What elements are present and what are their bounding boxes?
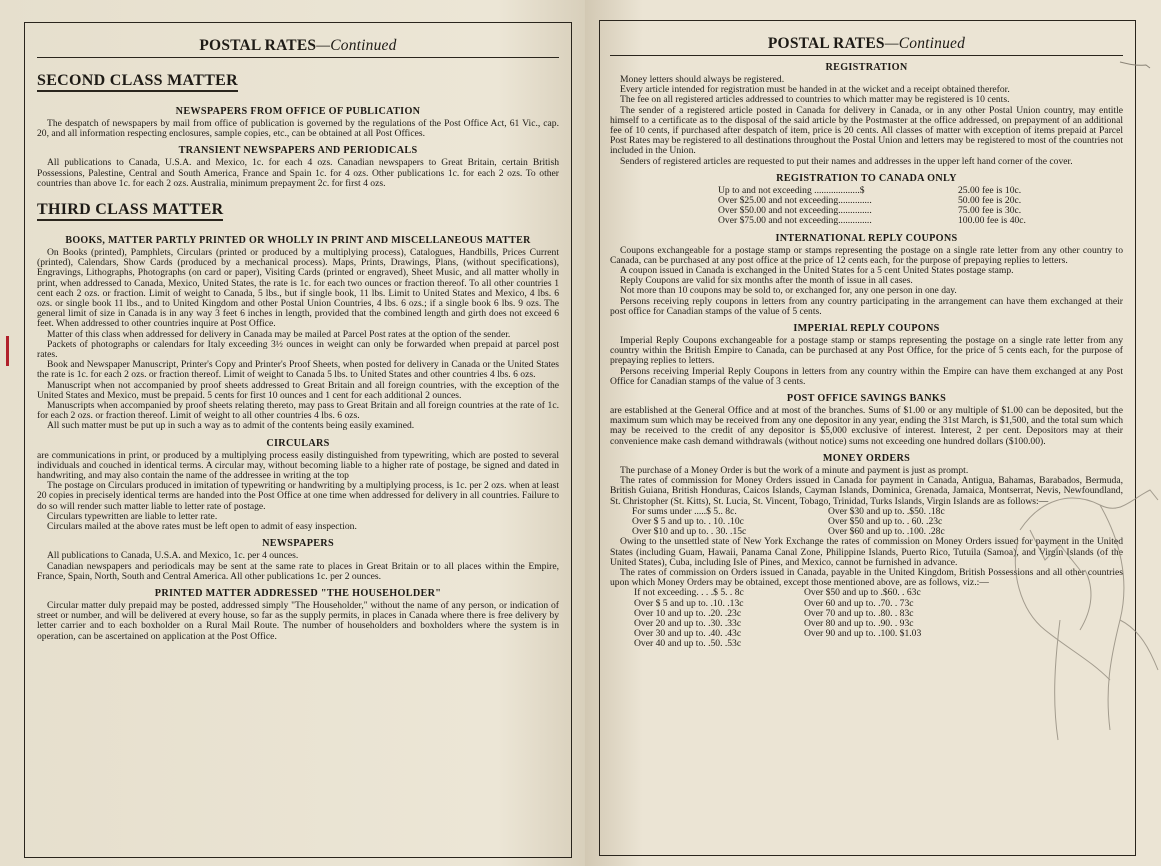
table-row: Up to and not exceeding ...................$ 25.00 fee is 10c. xyxy=(718,184,1022,196)
paragraph: are established at the General Office and at most of the branches. Sums of $1.00 or any multiple of $1.00 can be deposited, but the maximum sum which may be received from any one depositor in any year, ending the 31st March, is $1,500, and the total sum which may be received to the credit of any depositor is $5,000 exclusive of interest. Interest, 2 per cent. Depositors may at their convenience make cash demand withdrawals (without notice) sums not exceeding one hundred dollars ($100.00). xyxy=(610,405,1123,447)
pencil-tick-mark xyxy=(1118,58,1154,72)
paragraph: The purchase of a Money Order is but the work of a minute and payment is just as prompt. xyxy=(620,464,969,476)
table-row: If not exceeding. . . .$ 5. . 8c Over $50 and up to .$60. . 63c xyxy=(634,587,921,599)
paragraph: All publications to Canada, U.S.A. and Mexico, 1c. for each 4 ozs. Canadian newspapers to Great Britain, certain British Possessions, Palestine, Central and South America, France and Spain 1c. for 4 ozs. Other publications 1c. for each 2 ozs. To other countries than above 1c. for each 2 ozs. Australia, minimum prepayment 2c. for first 4 ozs. xyxy=(37,157,559,189)
paragraph: Imperial Reply Coupons exchangeable for a postage stamp or stamps representing the postage on a single rate letter from any country within the British Empire to Canada, can be purchased at any Post Office, for the price of 5 cents each, for the purpose of prepaying replies to letters. xyxy=(610,335,1123,367)
paragraph: Reply Coupons are valid for six months after the month of issue in all cases. xyxy=(620,275,913,287)
paragraph: Every article intended for registration must be handed in at the wicket and a receipt obtained therefor. xyxy=(620,84,1010,96)
table-row: Over 20 and up to. .30. .33c Over 80 and up to. .90. . 93c xyxy=(634,617,914,629)
table-row: Over $50.00 and not exceeding.............. 75.00 fee is 30c. xyxy=(718,205,1022,217)
section-title: NEWSPAPERS FROM OFFICE OF PUBLICATION xyxy=(175,106,421,117)
table-row: Over $25.00 and not exceeding.............. 50.00 fee is 20c. xyxy=(718,195,1022,207)
running-head-left: POSTAL RATES—Continued xyxy=(37,37,559,58)
pencil-sketch-animal xyxy=(1000,470,1161,750)
paragraph: The postage on Circulars produced in imitation of typewriting or handwriting by a multiplying process, is 1c. per 2 ozs. when at least 20 copies in precisely identical terms are handed into the Post Office at one time when addressed for delivery in all countries. Failure to do so will render such matter liable to letter rate of postage. xyxy=(37,480,559,512)
paragraph: The rates of commission on Orders issued in Canada, payable in the United Kingdom, British Possessions and all other countries upon which Money Orders may be obtained, except those mentioned above, are as follows, viz.:— xyxy=(610,566,1123,589)
paragraph: The fee on all registered articles addressed to countries to which matter may be registered is 10 cents. xyxy=(620,94,1010,106)
second-class-title: SECOND CLASS MATTER xyxy=(37,72,238,92)
table-row: Over 30 and up to. .40. .43c Over 90 and up to. .100. $1.03 xyxy=(634,628,922,640)
paragraph: Persons receiving Imperial Reply Coupons in letters from any country within the Empire can have them exchanged at any Post Office for Canadian stamps of the value of 3 cents. xyxy=(610,365,1123,387)
table-row: Over $75.00 and not exceeding.............. 100.00 fee is 40c. xyxy=(718,215,1026,227)
red-ink-mark xyxy=(6,336,9,366)
section-title: REGISTRATION TO CANADA ONLY xyxy=(776,172,957,184)
paragraph: Manuscript when not accompanied by proof sheets addressed to Great Britain and all foreign countries, with the exception of the United States and Mexico, must be prepaid. 5 cents for first 10 ounces and 1 cent for each additional 2 ounces. xyxy=(37,379,559,401)
section-title: BOOKS, MATTER PARTLY PRINTED OR WHOLLY IN PRINT AND MISCELLANEOUS MATTER xyxy=(65,235,531,247)
section-title: POST OFFICE SAVINGS BANKS xyxy=(786,393,947,405)
paragraph: Persons receiving reply coupons in letters from any country participating in the arrangement can have them exchanged at their post office for Canadian stamps of the value of 5 cents. xyxy=(610,295,1123,317)
paragraph: Book and Newspaper Manuscript, Printer's Copy and Printer's Proof Sheets, when posted for delivery in Canada or the United States the rate is 1c. for each 2 ozs. or fraction thereof. Limit of weight to Canada 5 lbs. to United States and other countries 4 lbs. 6 ozs. xyxy=(37,359,559,381)
section-title: PRINTED MATTER ADDRESSED "THE HOUSEHOLDER" xyxy=(154,587,442,599)
paragraph: On Books (printed), Pamphlets, Circulars (printed or produced by a multiplying process), Catalogues, Handbills, Prices Current (printed), Calendars, Show Cards (produced by a mechanical process). Maps, Prints, Drawings, Plans, (without specifications), Engravings, Lithographs, Photographs (on card or paper), Visiting Cards (printed or engraved), Sheet Music, and all matter wholly in print, when addressed to Canada, Mexico, United States, the rate is 1c. for each two ounces or fraction thereof. To all other countries 1 cent each 2 ozs. or fraction. Limit of weight to Canada, 5 lbs., but if single book, 11 lbs. Limit to United States and Mexico, 4 lbs. 6 ozs. or single book 11 lbs., and to United Kingdom and other Postal Union Countries, 4 lbs. 6 ozs.; if a single book 6 lbs. 9 ozs. The general limit of size in Canada is in any way 3 feet 6 inches in length, provided that the combined length and girth does not exceed 6 feet. When addressed to other countries inquire at Post Office. xyxy=(37,247,559,330)
paragraph: Circular matter duly prepaid may be posted, addressed simply "The Householder," without the name of any person, or indication of street or number, and will be delivered at every house, so far as the supply permits, in places in Canada where there is free delivery by letter carrier and to each boxholder on a Rural Mail Route. The number of householders and boxholders where the system is in operation, can be ascertained on application at the Post Office. xyxy=(37,599,559,642)
paragraph: Canadian newspapers and periodicals may be sent at the same rate to places in Great Britain or to all places within the Empire, France, Spain, North, South and Central America. All other publications 1c. per 2 ounces. xyxy=(37,560,559,582)
section-title: TRANSIENT NEWSPAPERS AND PERIODICALS xyxy=(178,145,418,157)
paragraph: Coupons exchangeable for a postage stamp or stamps representing the postage on a single rate letter from any other country to Canada, can be purchased at any post office at the price of 12 cents each, for the purpose of prepaying replies to letters. xyxy=(610,244,1123,266)
running-head-right: POSTAL RATES—Continued xyxy=(610,35,1123,56)
paragraph: Owing to the unsettled state of New York Exchange the rates of commission on Money Orders issued for payment in the United States (including Guam, Hawaii, Panama Canal Zone, Philippine Islands, Puerto Rico, Tutuila (Samoa), and Virgin Islands (of the United States), Cuba, including Isle of Pines, and Mexico, cannot be furnished in advance. xyxy=(610,536,1123,568)
paragraph: Circulars mailed at the above rates must be left open to admit of easy inspection. xyxy=(47,521,357,533)
section-title: NEWSPAPERS xyxy=(262,538,334,550)
paragraph: The despatch of newspapers by mail from office of publication is governed by the regulations of the Post Office Act, 61 Vic., cap. 20, and all information respecting enclosures, sample copies, etc., can be obtained at all Post Offices. xyxy=(37,118,559,140)
paragraph: The sender of a registered article posted in Canada for delivery in Canada, or in any other Postal Union country, may entitle himself to a certificate as to the disposal of the said article by the Postmaster at the office addressed, on prepayment of an additional fee of 10 cents, if purchased after despatch of item, price is 20 cents. All classes of matter with exception of items prepaid at Parcel Post Rates may be registered to all destinations throughout the Postal Union and letters may be registered to most of the countries not included in the Union. xyxy=(610,104,1123,157)
section-title: INTERNATIONAL REPLY COUPONS xyxy=(775,232,958,244)
table-row: Over $ 5 and up to. . 10. .10c Over $50 and up to. . 60. .23c xyxy=(632,515,943,527)
paragraph: Matter of this class when addressed for delivery in Canada may be mailed at Parcel Post rates at the option of the sender. xyxy=(47,328,511,340)
paragraph: Money letters should always be registered. xyxy=(620,74,785,85)
registration-fee-table xyxy=(610,186,1123,227)
section-title: MONEY ORDERS xyxy=(822,452,911,464)
paragraph: Not more than 10 coupons may be sold to, or exchanged for, any one person in one day. xyxy=(620,285,957,297)
section-title: IMPERIAL REPLY COUPONS xyxy=(793,323,940,335)
table-row: Over 10 and up to. .20. .23c Over 70 and up to. .80. . 83c xyxy=(634,607,914,619)
paragraph: Packets of photographs or calendars for Italy exceeding 3½ ounces in weight can only be forwarded when prepaid at parcel post rates. xyxy=(37,338,559,361)
paragraph: Circulars typewritten are liable to letter rate. xyxy=(47,510,218,522)
section-title: CIRCULARS xyxy=(266,437,330,449)
paragraph: The rates of commission for Money Orders issued in Canada for payment in Canada, Antigua, Bahamas, Barabados, Bermuda, British Guiana, British Honduras, Caicos Islands, Cayman Islands, Dominica, Grenada, Jamaica, Montserrat, Nevis, Newfoundland, St. Christopher (St. Kitts), St. Lucia, St. Vincent, Tobago, Trinidad, Turks Islands, Virgin Islands are as follows:— xyxy=(610,475,1123,507)
table-row: For sums under .....$ 5.. 8c. Over $30 and up to. .$50. .18c xyxy=(632,505,945,517)
paragraph: All such matter must be put up in such a way as to admit of the contents being easily examined. xyxy=(47,420,415,432)
table-row: Over $ 5 and up to. .10. .13c Over 60 and up to. .70. . 73c xyxy=(634,597,914,609)
paragraph: A coupon issued in Canada is exchanged in the United States for a 5 cent United States postage stamp. xyxy=(620,265,1014,277)
paragraph: are communications in print, or produced by a multiplying process easily distinguished from typewriting, which are posted to several individuals and couched in identical terms. A circular may, without becoming liable to a higher rate of postage, be signed and dated in handwriting, and may also contain the name of the addressee in writing at the top xyxy=(37,449,559,482)
left-page-frame xyxy=(24,22,572,858)
paragraph: All publications to Canada, U.S.A. and Mexico, 1c. per 4 ounces. xyxy=(47,550,299,562)
table-row: Over $10 and up to. . 30. .15c Over $60 and up to. .100. .28c xyxy=(632,526,945,538)
third-class-title: THIRD CLASS MATTER xyxy=(37,201,223,221)
paragraph: Manuscripts when accompanied by proof sheets relating thereto, may pass to Great Britain and all foreign countries at the rate of 1c. for each 2 ozs. or fraction thereof. Limit of weight to all other countries 4 lbs. 6 ozs. xyxy=(37,400,559,422)
paragraph: Senders of registered articles are requested to put their names and addresses in the upper left hand corner of the cover. xyxy=(620,155,1073,167)
table-row: Over 40 and up to. .50. .53c xyxy=(634,638,742,650)
section-title: REGISTRATION xyxy=(825,62,908,73)
